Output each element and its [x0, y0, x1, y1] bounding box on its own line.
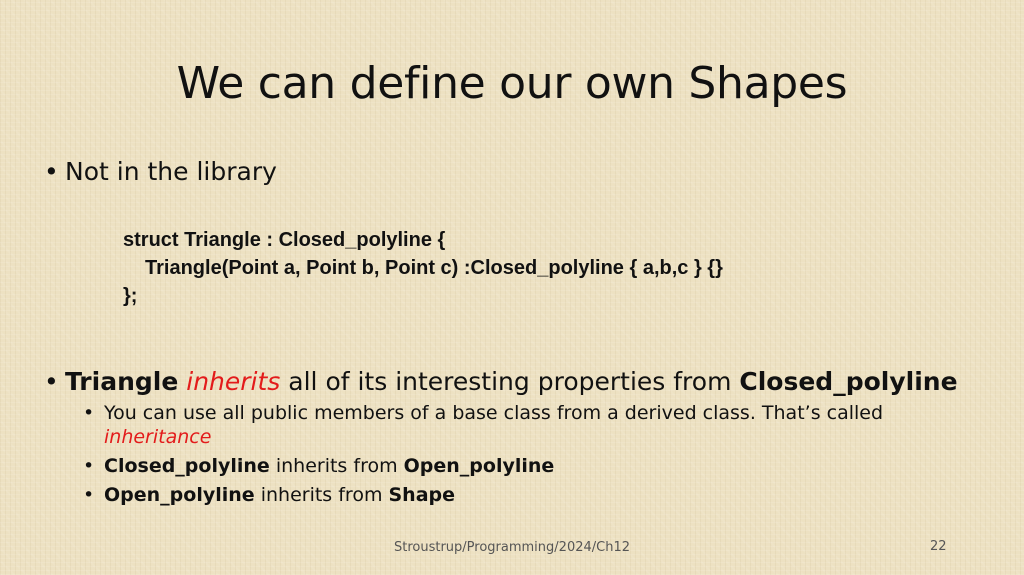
- slide-footer: Stroustrup/Programming/2024/Ch12: [393, 540, 630, 555]
- code-line-1: struct Triangle : Closed_polyline {: [123, 229, 446, 251]
- bullet-text: Not in the library: [65, 157, 277, 186]
- sub-bullet-text: [104, 401, 983, 449]
- bullet-triangle-inherits: [44, 366, 958, 398]
- code-block: [123, 226, 723, 310]
- code-line-2: Triangle(Point a, Point b, Point c) :Closed_polyline { a,b,c } {}: [145, 257, 723, 279]
- slide-title: We can define our own Shapes: [176, 58, 848, 109]
- sub-bullet-middle: inherits from: [260, 484, 383, 506]
- bullet-marker: •: [44, 157, 59, 186]
- sub-bullet-inheritance: [83, 401, 983, 449]
- sub-bullet-middle: inherits from: [275, 455, 398, 477]
- emphasis-inherits: inherits: [186, 367, 281, 396]
- sub-bullet-marker: •: [83, 455, 95, 477]
- sub-bullet-plain: You can use all public members of a base class from a derived class. That’s called: [104, 402, 884, 424]
- bold-closed-polyline: Closed_polyline: [739, 367, 958, 396]
- sub-bullet-text: [104, 454, 983, 478]
- sub-bullet-list: [83, 401, 983, 512]
- bold-open-polyline: Open_polyline: [403, 455, 555, 477]
- sub-bullet-closed-polyline: [83, 454, 983, 478]
- bold-triangle: Triangle: [65, 367, 179, 396]
- page-number: 22: [930, 539, 947, 554]
- bold-closed-polyline: Closed_polyline: [104, 455, 270, 477]
- bullet-not-in-library: [44, 156, 277, 188]
- bullet-marker: •: [44, 367, 59, 396]
- bullet-middle-text: all of its interesting properties from: [288, 367, 732, 396]
- bold-shape: Shape: [388, 484, 456, 506]
- code-line-3: };: [123, 285, 138, 307]
- sub-bullet-open-polyline: [83, 483, 983, 507]
- bold-open-polyline: Open_polyline: [104, 484, 255, 506]
- sub-bullet-text: [104, 483, 983, 507]
- sub-bullet-marker: •: [83, 402, 95, 424]
- emphasis-inheritance: inheritance: [104, 426, 212, 448]
- sub-bullet-marker: •: [83, 484, 95, 506]
